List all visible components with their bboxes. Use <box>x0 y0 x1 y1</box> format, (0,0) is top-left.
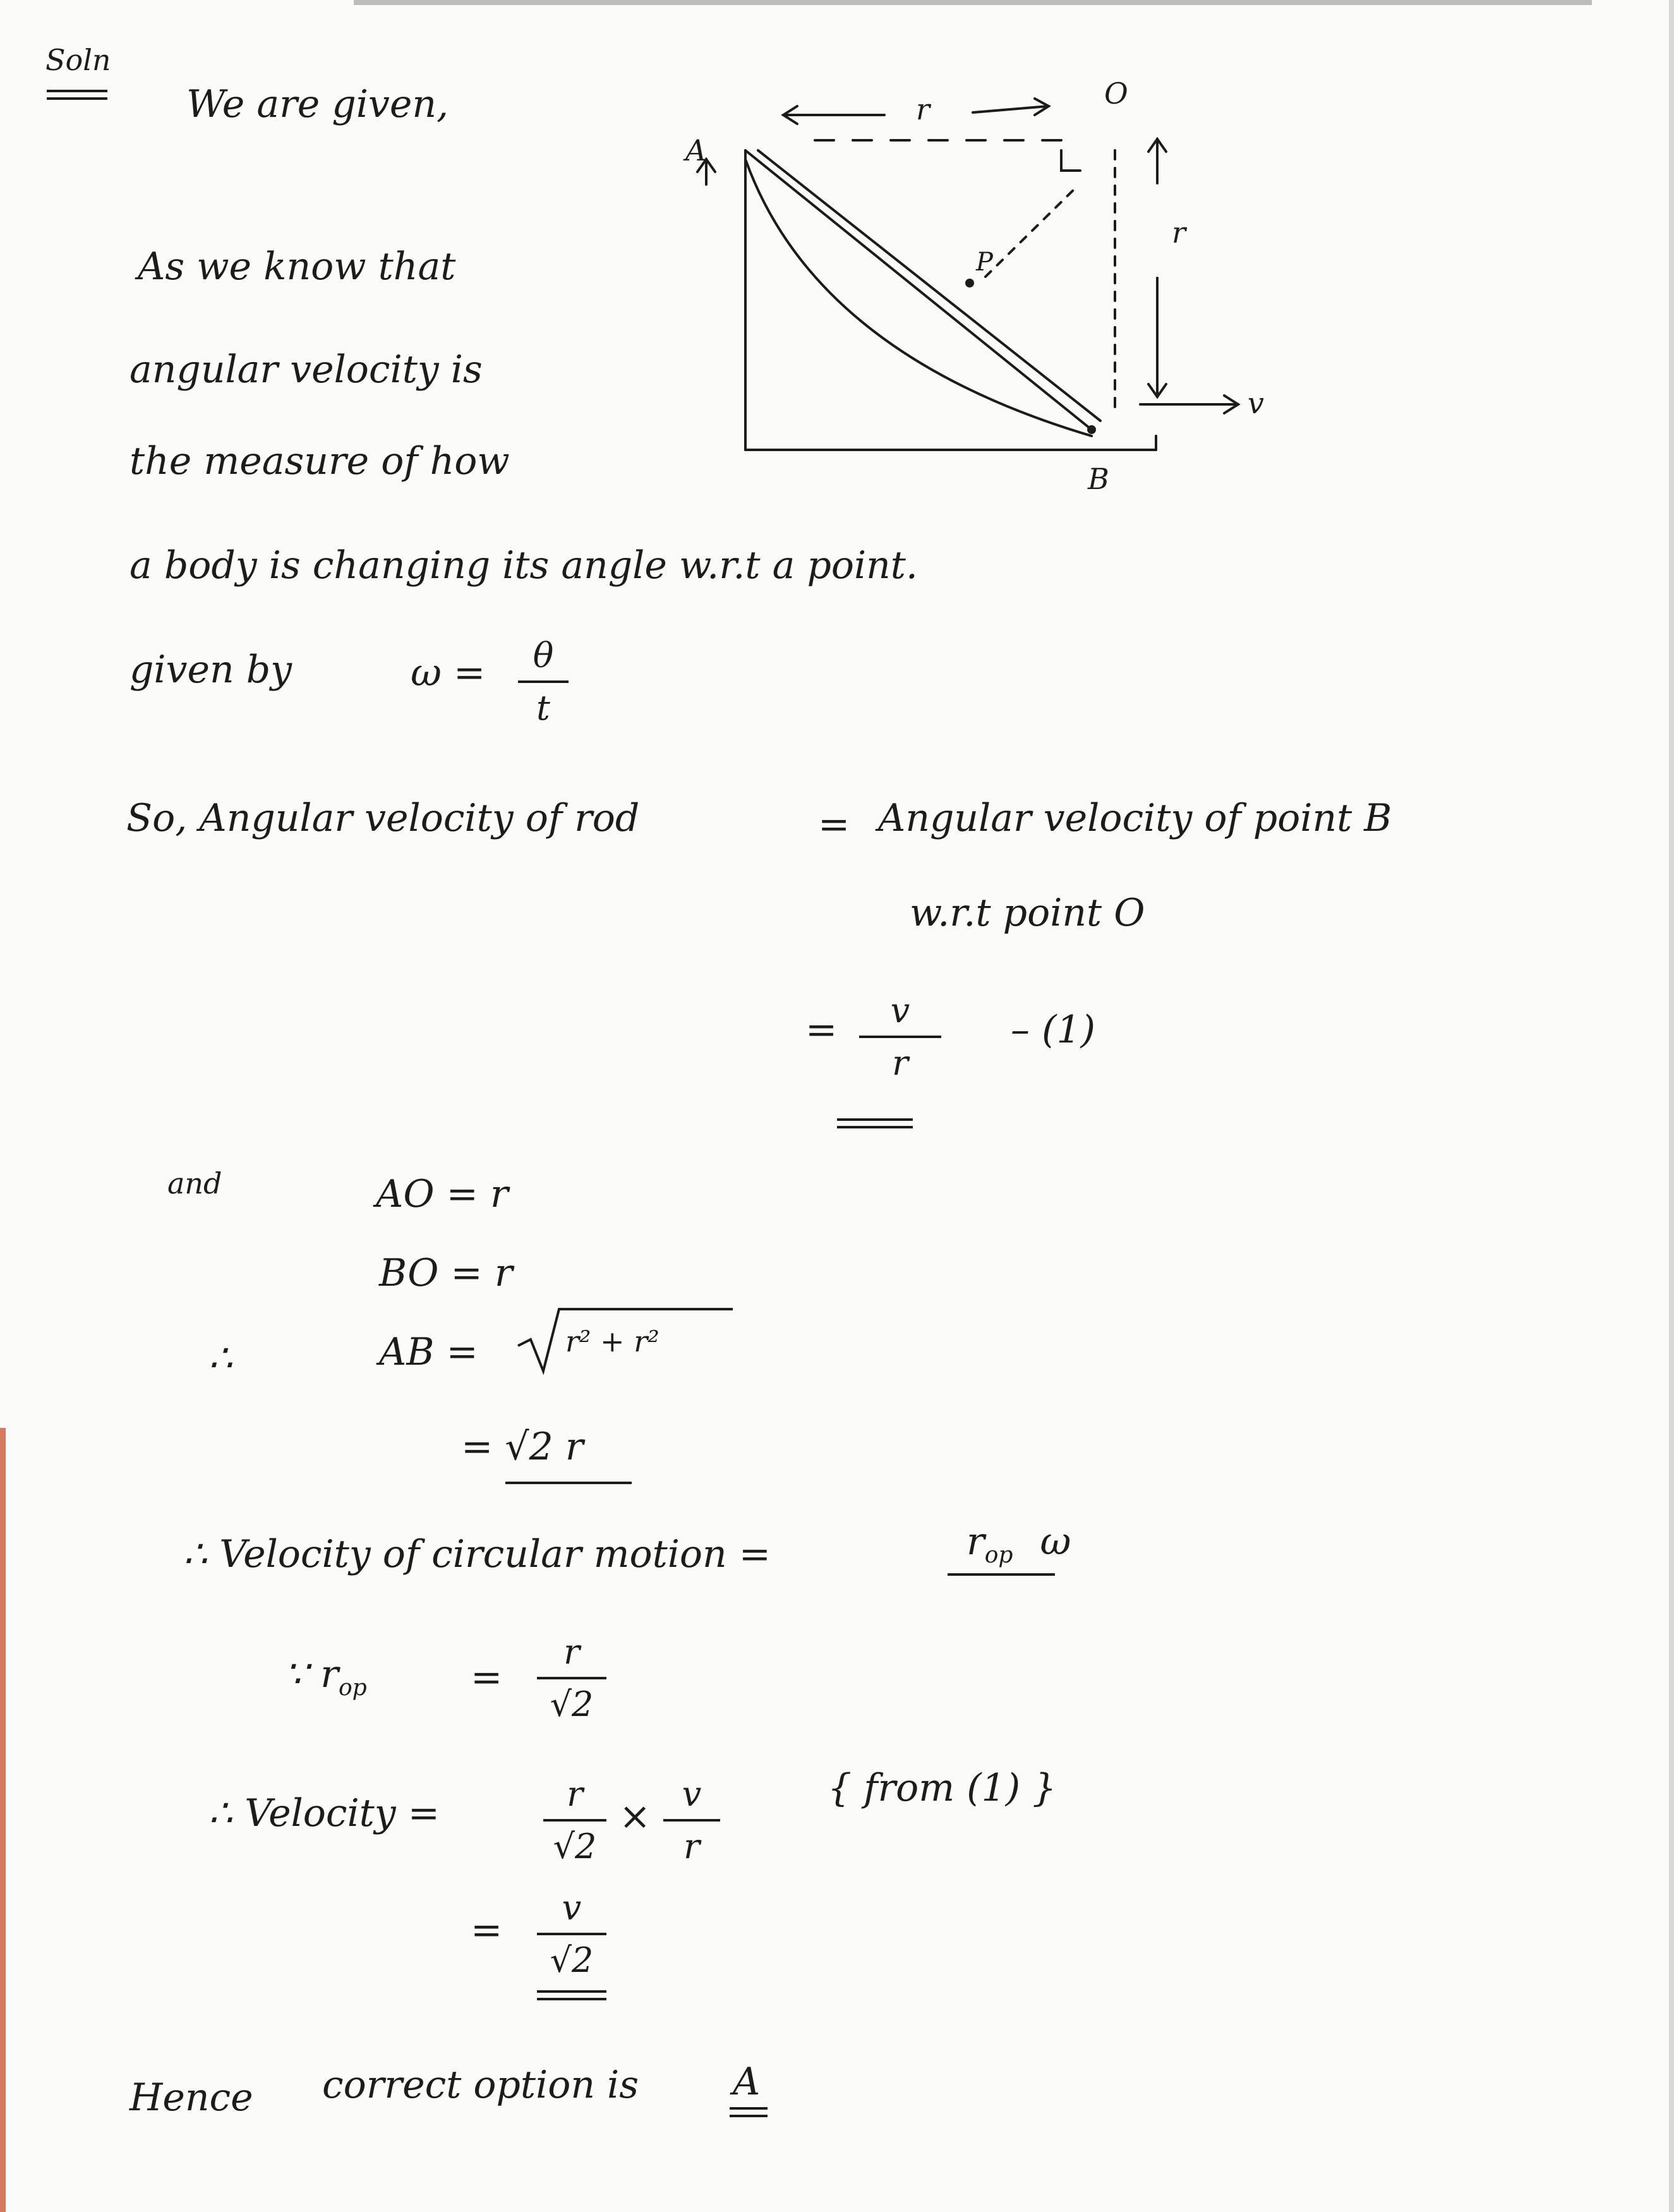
v-over-r-num: v <box>890 991 910 1030</box>
final-den: √2 <box>550 1940 594 1981</box>
ab-underline <box>505 1482 632 1484</box>
so-angular-velocity: So, Angular velocity of rod <box>126 796 640 840</box>
answer-underline-2 <box>730 2115 768 2117</box>
v2-den: r <box>683 1827 700 1867</box>
omega-eq: ω = <box>411 651 486 695</box>
final-underline-1 <box>537 1990 606 1993</box>
correct-option-text: correct option is <box>322 2063 639 2107</box>
label-r-top: r <box>916 92 930 126</box>
therefore-mark: ∴ <box>208 1336 233 1381</box>
intro-line-4: a body is changing its angle w.r.t a point. <box>129 543 918 588</box>
velocity-circular-motion <box>183 1532 771 1576</box>
intro-line-3: the measure of how <box>129 439 510 483</box>
v-over-r-den: r <box>892 1043 908 1084</box>
answer-underline-1 <box>730 2107 768 2110</box>
intro-line-1: As we know that <box>138 245 456 289</box>
r-over-root2-den: √2 <box>550 1684 594 1725</box>
label-v: v <box>1248 386 1264 420</box>
label-r-side: r <box>1172 215 1186 250</box>
v1-fraction <box>543 1775 606 1866</box>
v1-num: r <box>567 1774 583 1814</box>
since-r: ∵ r <box>284 1652 339 1696</box>
r-op-r: r <box>966 1520 985 1564</box>
relation-eq-2: = <box>805 1008 838 1052</box>
final-num: v <box>562 1888 582 1928</box>
v2-bar <box>663 1819 720 1822</box>
times-sign: × <box>619 1794 651 1839</box>
intro-line-2: angular velocity is <box>129 348 483 392</box>
final-bar <box>537 1933 606 1935</box>
final-underline-2 <box>537 1998 606 2000</box>
relation-eq: = <box>818 802 850 847</box>
relation-rhs-1: Angular velocity of point B <box>878 796 1392 840</box>
r-op-omega <box>966 1520 1071 1568</box>
r-over-root2-num: r <box>563 1632 580 1672</box>
answer-a: A <box>733 2060 761 2104</box>
given-text: We are given, <box>186 82 449 126</box>
from-note: { from (1) } <box>828 1766 1057 1810</box>
ab-lhs: AB = <box>379 1330 478 1374</box>
and-text: and <box>167 1166 222 1200</box>
hence-text: Hence <box>129 2076 253 2120</box>
since-sub: op <box>338 1675 367 1701</box>
equation-label-1: – (1) <box>1011 1008 1096 1052</box>
bo-length: BO = r <box>379 1251 513 1295</box>
r-over-root2-bar <box>537 1677 606 1679</box>
relation-rhs-2: w.r.t point O <box>910 891 1145 935</box>
omega-den: t <box>536 688 550 728</box>
final-eq: = <box>471 1908 503 1952</box>
v2-num: v <box>682 1774 702 1814</box>
velocity-circular-text: ∴ Velocity of circular motion = <box>183 1532 771 1576</box>
given-by: given by <box>129 648 292 692</box>
omega-num: θ <box>533 636 554 675</box>
since-eq: = <box>471 1655 503 1700</box>
label-a: A <box>685 133 707 167</box>
r-op-underline <box>948 1573 1055 1576</box>
r-op-sub: op <box>984 1542 1013 1568</box>
label-o: O <box>1104 76 1128 111</box>
r-op-omega-symbol: ω <box>1040 1520 1071 1564</box>
since-r-op <box>284 1652 367 1701</box>
ab-sqrt-content: r² + r² <box>565 1324 659 1358</box>
soln-heading: Soln <box>45 43 111 77</box>
ao-length: AO = r <box>376 1172 509 1216</box>
final-fraction <box>537 1889 606 1979</box>
ab-simplified: = √2 r <box>461 1425 584 1469</box>
velocity-label: ∴ Velocity = <box>208 1791 440 1835</box>
label-b: B <box>1088 462 1109 496</box>
v1-den: √2 <box>553 1827 597 1867</box>
label-p: P <box>976 248 993 277</box>
r-over-root2-fraction <box>537 1633 606 1724</box>
v2-fraction <box>663 1775 720 1866</box>
v1-bar <box>543 1819 606 1822</box>
